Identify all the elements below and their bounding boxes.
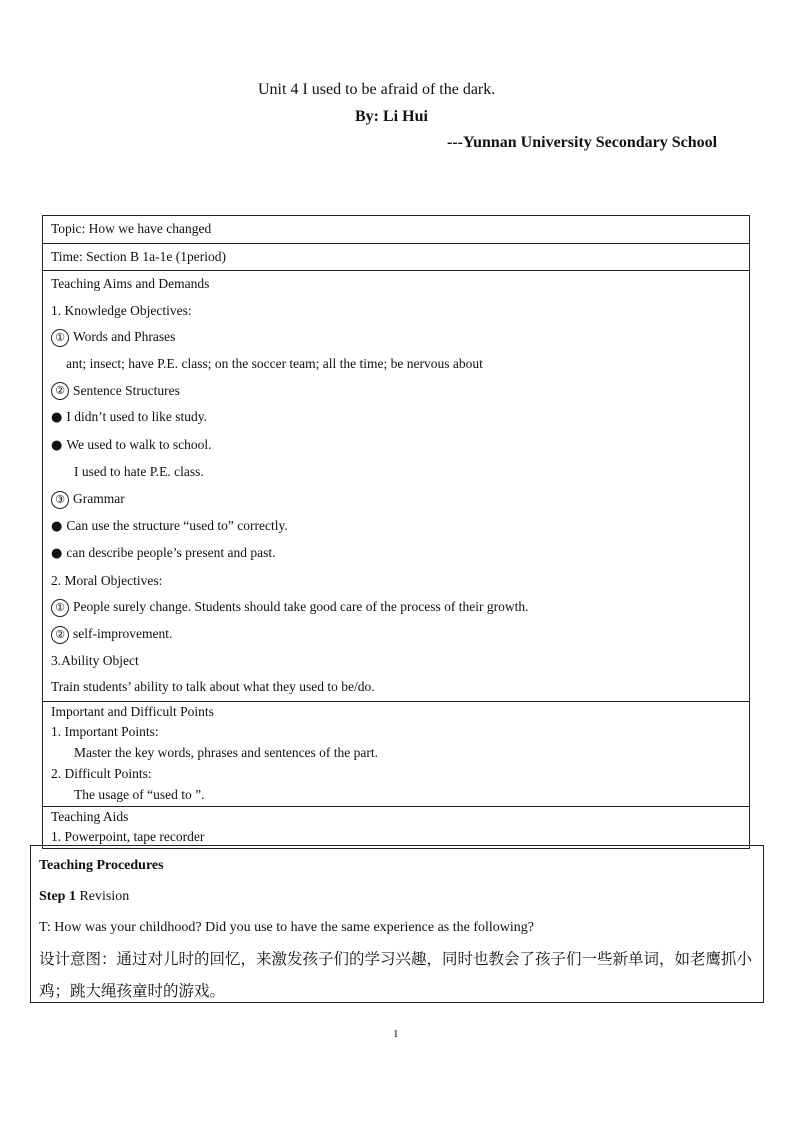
- moral-item: ① People surely change. Students should take good care of the process of their growth.: [51, 594, 741, 621]
- ability-text: Train students’ ability to talk about what they used to be/do.: [51, 679, 375, 695]
- points-row: [43, 702, 749, 807]
- aims-heading: Teaching Aims and Demands: [51, 276, 210, 292]
- circled-number: ②: [51, 382, 69, 400]
- circled-number: ③: [51, 491, 69, 509]
- moral-item: ② self-improvement.: [51, 621, 741, 648]
- design-intent: 设计意图：通过对儿时的回忆，来激发孩子们的学习兴趣，同时也教会了孩子们一些新单词，如老鹰抓小鸡；跳大绳孩童时的游戏。: [39, 950, 753, 1000]
- school-line: ---Yunnan University Secondary School: [447, 134, 718, 151]
- aids-item: 1. Powerpoint, tape recorder: [51, 829, 205, 845]
- sentence-label: Sentence Structures: [73, 382, 180, 398]
- grammar-item: ● can describe people’s present and past.: [51, 545, 276, 562]
- question-text: T: How was your childhood? Did you use to have the same experience as the following?: [39, 920, 534, 935]
- topic-row: [43, 216, 749, 244]
- grammar-label: Grammar: [73, 490, 125, 506]
- circled-number: ①: [51, 329, 69, 347]
- step-name: Revision: [79, 889, 130, 904]
- knowledge-objectives: 1. Knowledge Objectives:: [51, 302, 192, 318]
- time-text: Time: Section B 1a-1e (1period): [51, 248, 226, 264]
- bullet-icon: ●: [51, 546, 63, 562]
- bullet-icon: ●: [51, 518, 63, 534]
- sentence-item: I used to hate P.E. class.: [74, 464, 204, 480]
- points-heading: Important and Difficult Points: [51, 703, 214, 719]
- time-row: [43, 244, 749, 272]
- sentence-item: ● We used to walk to school.: [51, 436, 212, 453]
- page-number: 1: [393, 1028, 399, 1040]
- bullet-icon: ●: [51, 410, 63, 426]
- sentence-item: ● I didn’t used to like study.: [51, 409, 207, 426]
- difficult-text: The usage of “used to ”.: [74, 786, 205, 802]
- step-label: Step 1: [39, 889, 76, 904]
- phrases-list: ant; insect; have P.E. class; on the soccer team; all the time; be nervous about: [66, 355, 483, 371]
- grammar-heading: [51, 486, 741, 513]
- important-text: Master the key words, phrases and sentences of the part.: [74, 745, 379, 761]
- bullet-icon: ●: [51, 437, 63, 453]
- important-points: 1. Important Points:: [51, 724, 159, 740]
- ability-heading: 3.Ability Object: [51, 652, 139, 668]
- sentence-heading: [51, 378, 741, 405]
- aids-heading: Teaching Aids: [51, 808, 129, 824]
- circled-number: ②: [51, 626, 69, 644]
- words-heading: [51, 324, 741, 351]
- document-title: Unit 4 I used to be afraid of the dark.: [258, 81, 496, 98]
- procedures-box: [30, 845, 764, 1003]
- procedures-heading: Teaching Procedures: [39, 858, 164, 873]
- words-label: Words and Phrases: [73, 329, 176, 345]
- author-line: By: Li Hui: [355, 108, 428, 125]
- grammar-item: ● Can use the structure “used to” correctly.: [51, 517, 288, 534]
- topic-text: Topic: How we have changed: [51, 221, 212, 236]
- moral-objectives: 2. Moral Objectives:: [51, 572, 163, 588]
- difficult-points: 2. Difficult Points:: [51, 766, 152, 782]
- lesson-plan-table: [42, 215, 750, 849]
- circled-number: ①: [51, 599, 69, 617]
- aids-row: [43, 807, 749, 849]
- step-title: [39, 881, 755, 912]
- aims-row: [43, 271, 749, 702]
